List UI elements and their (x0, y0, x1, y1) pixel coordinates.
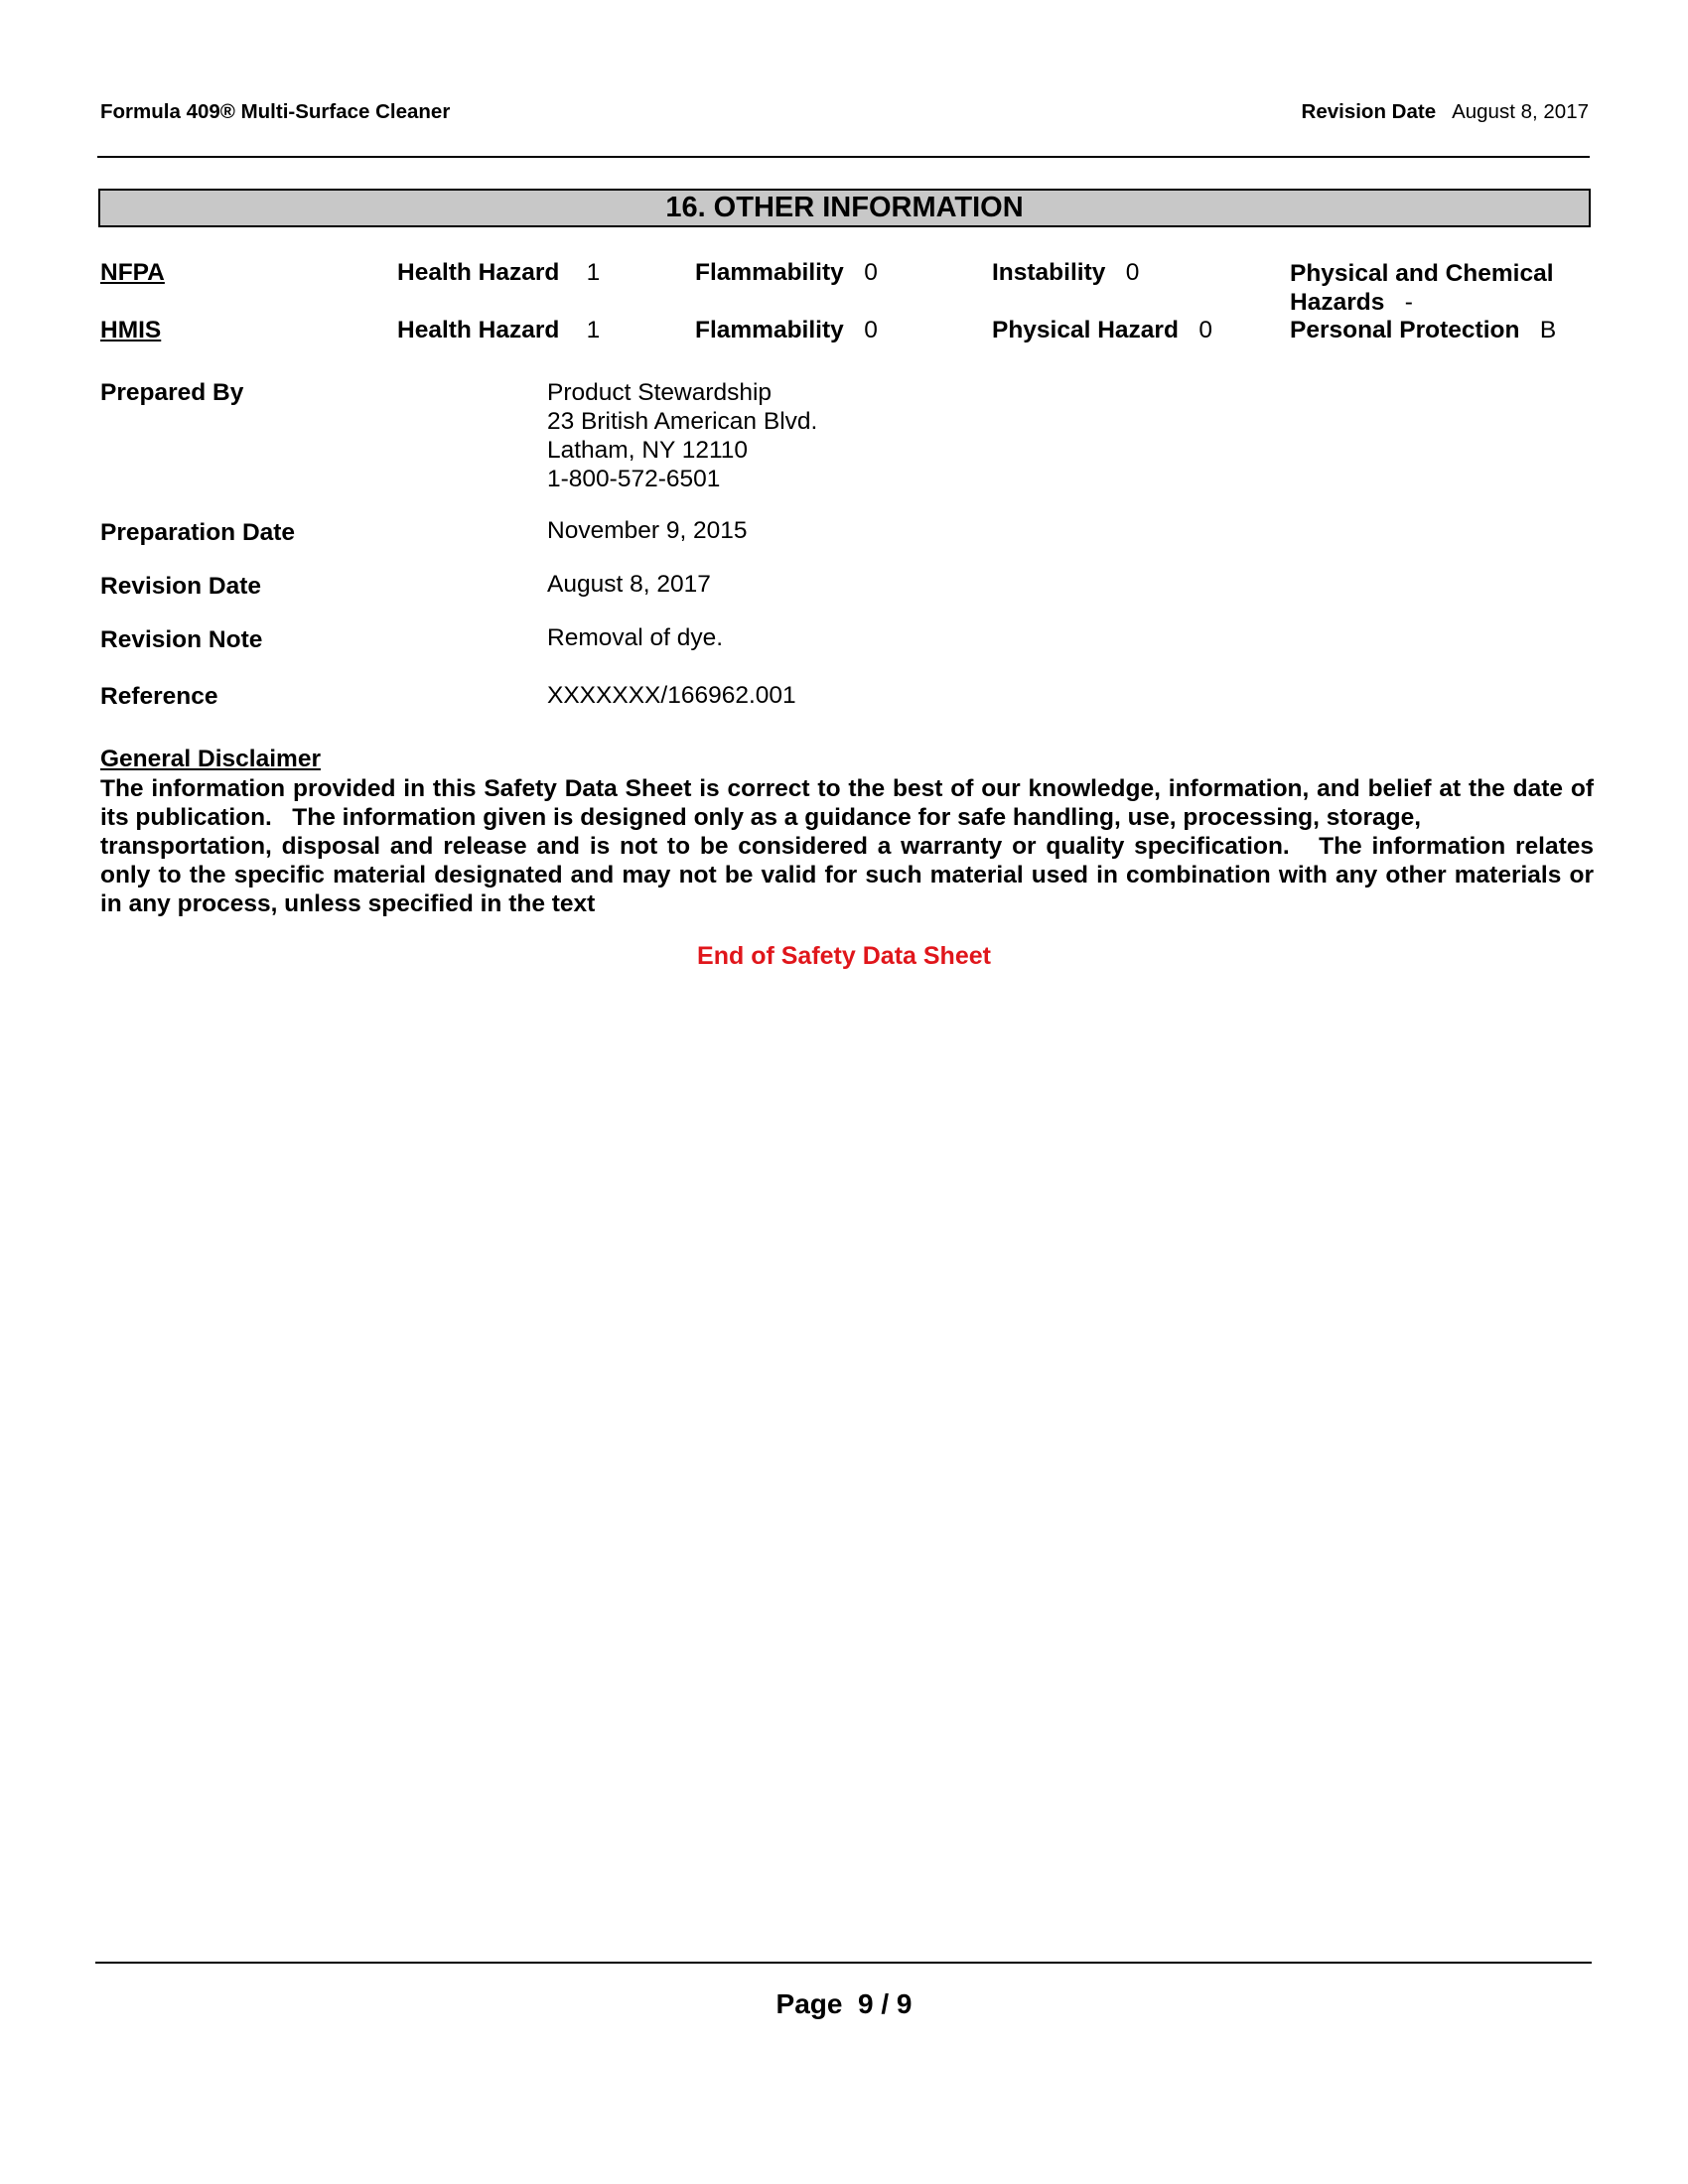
header-revision-label: Revision Date (1301, 100, 1437, 123)
header-revision (1302, 100, 1589, 124)
disclaimer-line: its publication. The information given is designed only as a guidance for safe handling, use, processing, storage, (100, 804, 1422, 831)
section-title-bar (98, 189, 1591, 227)
hmis-protection-value: B (1539, 317, 1557, 343)
revision-note-label: Revision Note (100, 626, 263, 653)
hmis-flammability-value: 0 (864, 317, 878, 343)
hmis-health (397, 317, 600, 344)
header-revision-value: August 8, 2017 (1452, 100, 1589, 123)
hmis-flammability (695, 317, 878, 344)
hmis-physical-value: 0 (1198, 317, 1212, 343)
hmis-health-label: Health Hazard (397, 317, 560, 343)
disclaimer-title: General Disclaimer (100, 746, 321, 772)
nfpa-instability-value: 0 (1125, 259, 1140, 286)
prepared-by-label: Prepared By (100, 379, 244, 406)
product-name: Formula 409® Multi-Surface Cleaner (100, 100, 451, 123)
preparation-date-value: November 9, 2015 (547, 517, 748, 544)
prepared-by-address (547, 378, 817, 493)
hmis-protection (1290, 317, 1556, 344)
nfpa-instability-label: Instability (992, 259, 1106, 286)
disclaimer-line: only to the specific material designated and may not be valid for such material used in combination with any other materials or (100, 862, 1594, 888)
prepared-by-line: 23 British American Blvd. (547, 408, 818, 435)
hmis-physical-label: Physical Hazard (992, 317, 1179, 343)
prepared-by-line: Product Stewardship (547, 379, 773, 406)
nfpa-health-label: Health Hazard (397, 259, 560, 286)
nfpa-instability (992, 259, 1139, 287)
preparation-date-label: Preparation Date (100, 519, 296, 546)
nfpa-health-value: 1 (586, 259, 601, 286)
revision-date-value: August 8, 2017 (547, 571, 711, 598)
hmis-physical (992, 317, 1212, 344)
reference-label: Reference (100, 683, 218, 710)
revision-note-value: Removal of dye. (547, 624, 724, 651)
nfpa-phys-chem-value: - (1404, 289, 1413, 316)
end-of-sheet: End of Safety Data Sheet (697, 942, 991, 970)
nfpa-flammability-value: 0 (864, 259, 878, 286)
nfpa-phys-chem-label-1: Physical and Chemical (1290, 260, 1554, 287)
nfpa-phys-chem-label-2: Hazards (1290, 289, 1385, 316)
reference-value: XXXXXXX/166962.001 (547, 682, 796, 709)
hmis-flammability-label: Flammability (695, 317, 844, 343)
nfpa-flammability-label: Flammability (695, 259, 844, 286)
prepared-by-line: Latham, NY 12110 (547, 437, 749, 464)
prepared-by-line: 1-800-572-6501 (547, 466, 721, 492)
hmis-label: HMIS (100, 317, 162, 343)
footer-divider (95, 1962, 1592, 1964)
disclaimer-line: The information provided in this Safety Data Sheet is correct to the best of our knowledge, information, and belief at the date of (100, 775, 1594, 802)
hmis-protection-label: Personal Protection (1290, 317, 1520, 343)
disclaimer-line: in any process, unless specified in the text (100, 890, 596, 917)
disclaimer-text (100, 774, 1594, 918)
header-divider (97, 156, 1590, 158)
nfpa-flammability (695, 259, 878, 287)
revision-date-label: Revision Date (100, 573, 262, 600)
nfpa-health (397, 259, 600, 287)
page-number: Page 9 / 9 (775, 1988, 913, 2019)
section-title: 16. OTHER INFORMATION (665, 192, 1024, 223)
hmis-health-value: 1 (586, 317, 601, 343)
nfpa-phys-chem (1290, 259, 1554, 317)
disclaimer-line: transportation, disposal and release and is not to be considered a warranty or quality specification. The information relates (100, 833, 1594, 860)
nfpa-label: NFPA (100, 259, 165, 286)
